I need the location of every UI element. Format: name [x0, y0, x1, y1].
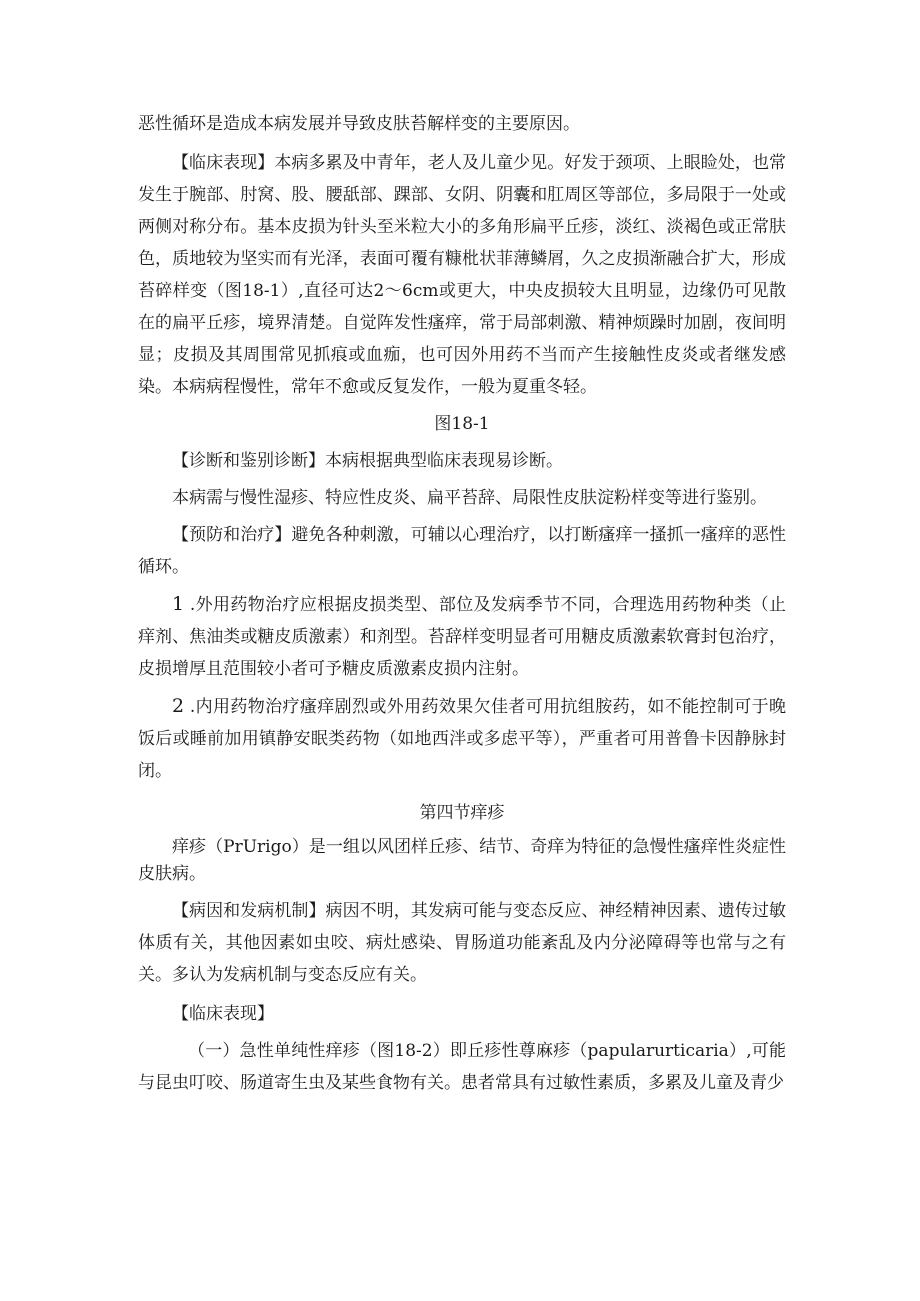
- list-text: .内用药物治疗瘙痒剧烈或外用药效果欠佳者可用抗组胺药，如不能控制可于晚饭后或睡前加用镇静安眠类药物（如地西泮或多虑平等），严重者可用普鲁卡因静脉封闭。: [138, 697, 786, 781]
- list-number: 2: [172, 695, 185, 717]
- section-title: 第四节痒疹: [419, 803, 505, 823]
- paragraph-etiology: 【病因和发病机制】病因不明，其发病可能与变态反应、神经精神因素、遗传过敏体质有关，其他因素如虫咬、病灶感染、胃肠道功能紊乱及内分泌障碍等也常与之有关。多认为发病机制与变态反应有关。: [138, 901, 786, 985]
- paragraph-oral-treatment: [138, 690, 786, 787]
- paragraph-clinical-manifestation: 【临床表现】本病多累及中青年，老人及儿童少见。好发于颈项、上眼睑处，也常发生于腕部、肘窝、股、腰舐部、踝部、女阴、阴囊和肛周区等部位，多局限于一处或两侧对称分布。基本皮损为针头至米粒大小的多角形扁平丘疹，淡红、淡褐色或正常肤色，质地较为坚实而有光泽，表面可覆有糠枇状菲薄鳞屑，久之皮损渐融合扩大，形成苔碎样变（图18-1）,直径可达2～6cm或更大，中央皮损较大且明显，边缘仍可见散在的扁平丘疹，境界清楚。自觉阵发性瘙痒，常于局部刺激、精神烦躁时加剧，夜间明显；皮损及其周围常见抓痕或血痂，也可因外用药不当而产生接触性皮炎或者继发感染。本病病程慢性，常年不愈或反复发作，一般为夏重冬轻。: [138, 153, 786, 397]
- paragraph-diagnosis: 【诊断和鉴别诊断】本病根据典型临床表现易诊断。: [172, 451, 563, 471]
- document-page: [138, 108, 786, 1099]
- paragraph-differential: 本病需与慢性湿疹、特应性皮炎、扁平苔辞、局限性皮肤淀粉样变等进行鉴别。: [172, 488, 767, 508]
- list-number: 1: [172, 593, 185, 615]
- paragraph-prevention-treatment: 【预防和治疗】避免各种刺激，可辅以心理治疗，以打断瘙痒一搔抓一瘙痒的恶性循环。: [138, 525, 786, 577]
- paragraph-prurigo-definition: 痒疹（PrUrigo）是一组以风团样丘疹、结节、奇痒为特征的急慢性瘙痒性炎症性皮肤病。: [138, 837, 786, 884]
- paragraph-clinical-heading: 【临床表现】: [172, 1004, 274, 1024]
- paragraph-acute-prurigo: （一）急性单纯性痒疹（图18-2）即丘疹性尊麻疹（papularurticaria）,可能与昆虫叮咬、肠道寄生虫及某些食物有关。患者常具有过敏性素质，多累及儿童及青少: [138, 1041, 786, 1093]
- figure-caption: 图18-1: [434, 414, 490, 434]
- paragraph-continuation: 恶性循环是造成本病发展并导致皮肤苔解样变的主要原因。: [138, 114, 580, 134]
- paragraph-topical-treatment: [138, 588, 786, 685]
- list-text: .外用药物治疗应根据皮损类型、部位及发病季节不同，合理选用药物种类（止痒剂、焦油类或糖皮质激素）和剂型。苔辞样变明显者可用糖皮质激素软膏封包治疗，皮损增厚且范围较小者可予糖皮质激素皮损内注射。: [138, 595, 786, 679]
